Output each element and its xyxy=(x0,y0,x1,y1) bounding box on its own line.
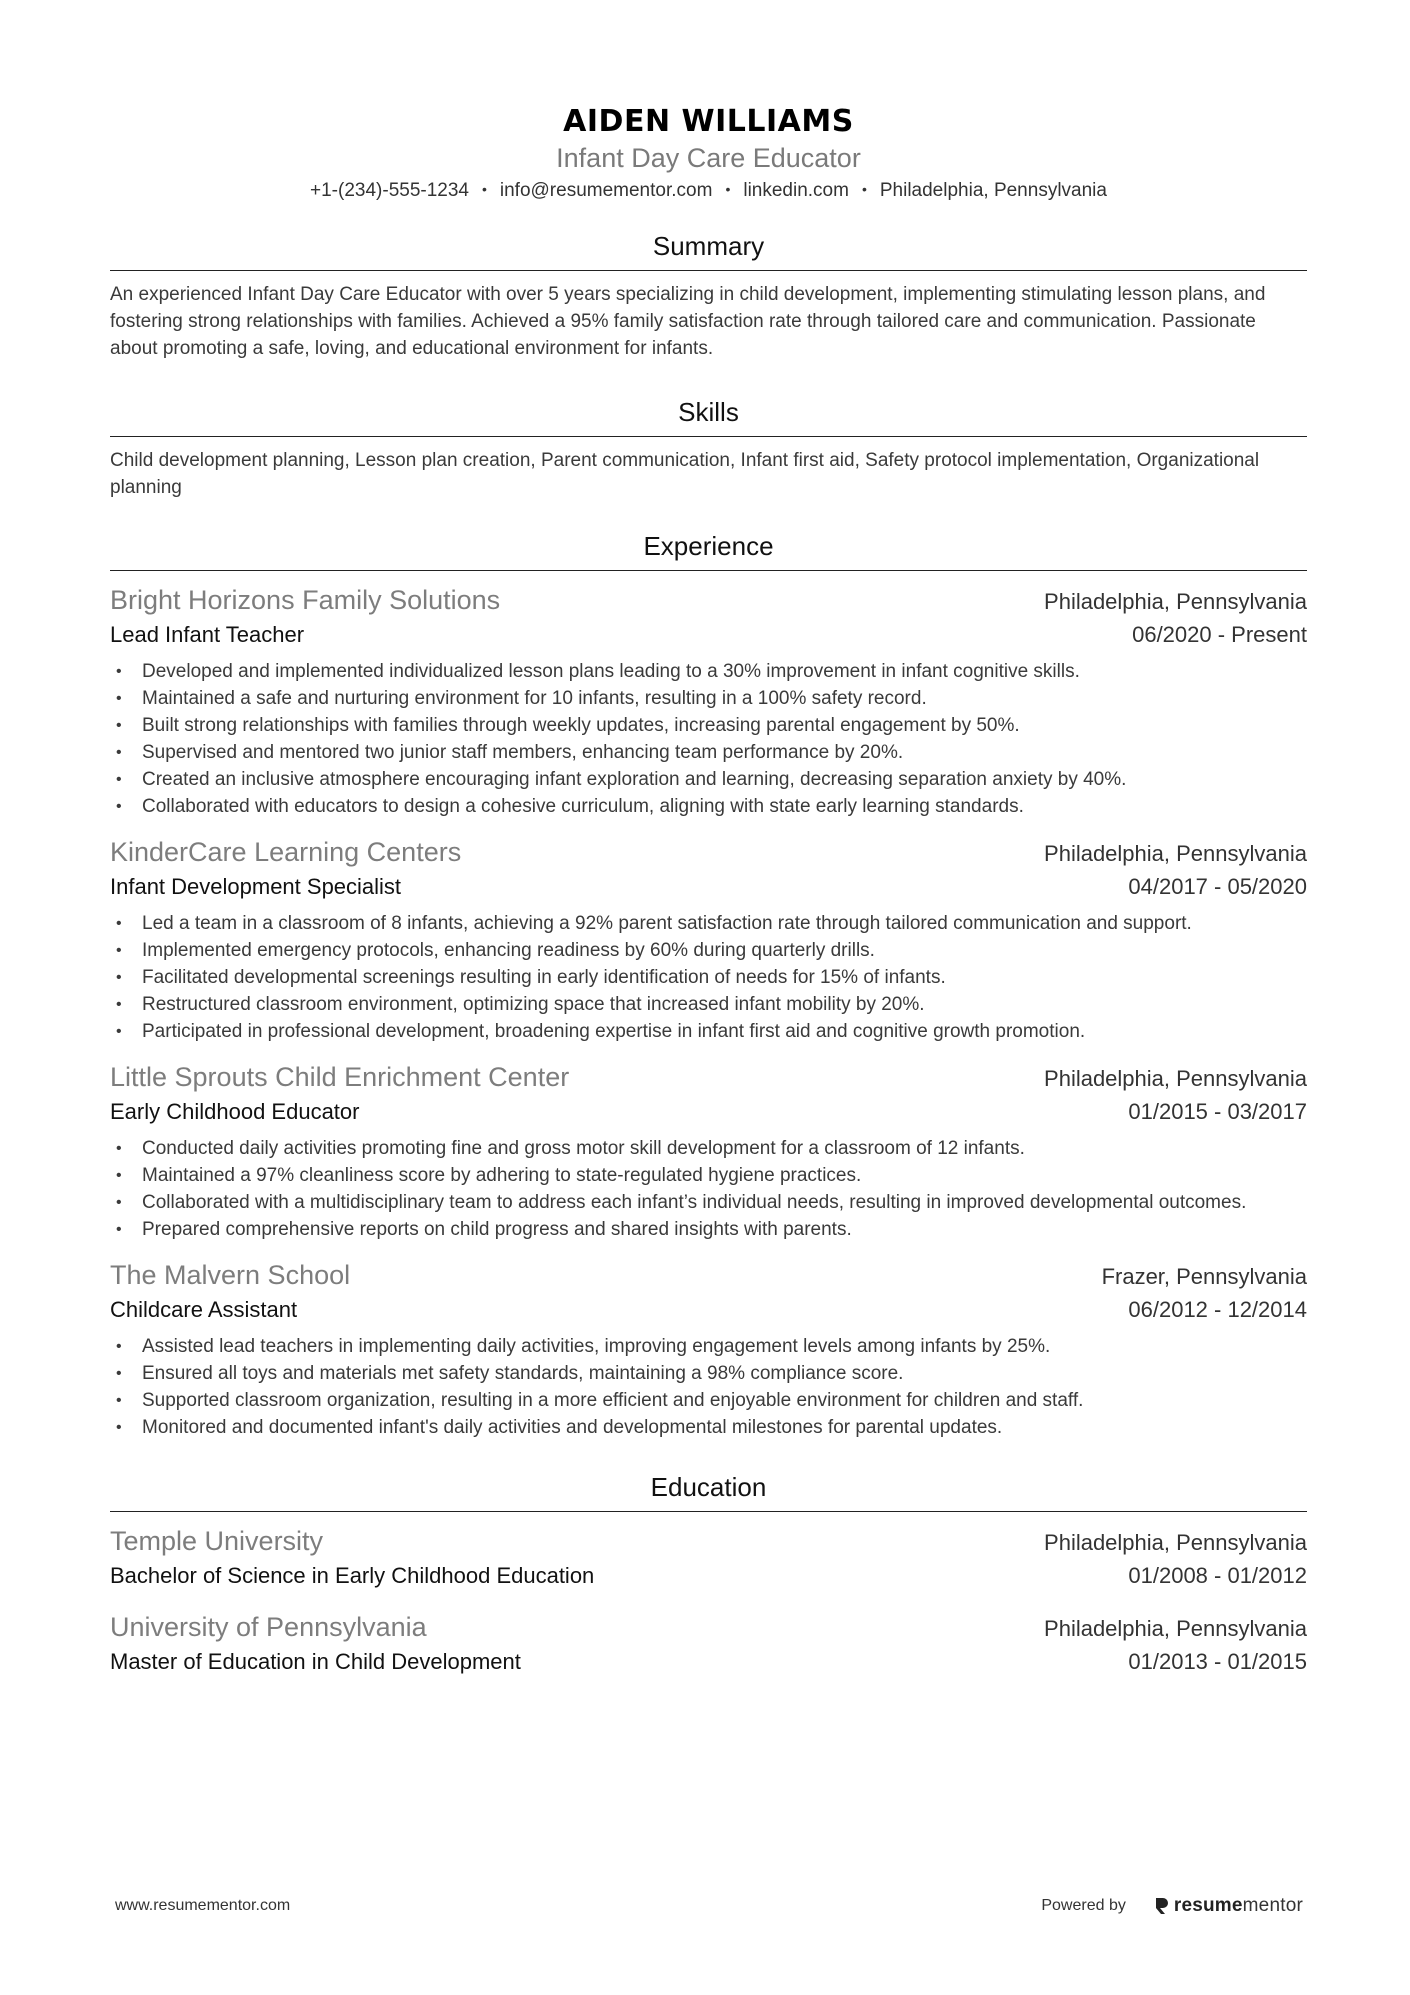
job-bullet: • Monitored and documented infant's daily activities and developmental milestones for parental updates. xyxy=(110,1414,1307,1441)
job-bullet: • Restructured classroom environment, optimizing space that increased infant mobility by 20%. xyxy=(110,991,1307,1018)
job-bullets xyxy=(110,1135,1307,1243)
resume-page xyxy=(110,0,1307,1679)
job-bullet: • Developed and implemented individualized lesson plans leading to a 30% improvement in infant cognitive skills. xyxy=(110,658,1307,685)
job-bullet: • Implemented emergency protocols, enhancing readiness by 60% during quarterly drills. xyxy=(110,937,1307,964)
job-entry xyxy=(110,1059,1307,1243)
job-role: Childcare Assistant xyxy=(110,1297,298,1322)
job-bullet: • Assisted lead teachers in implementing daily activities, improving engagement levels among infants by 25%. xyxy=(110,1333,1307,1360)
job-bullet: • Ensured all toys and materials met safety standards, maintaining a 98% compliance score. xyxy=(110,1360,1307,1387)
job-bullet: • Built strong relationships with families through weekly updates, increasing parental engagement by 50%. xyxy=(110,712,1307,739)
education-entry xyxy=(110,1609,1307,1679)
job-bullets xyxy=(110,1333,1307,1441)
contact-phone: +1-(234)-555-1234 xyxy=(310,180,469,201)
edu-degree: Master of Education in Child Development xyxy=(110,1649,521,1674)
job-company: The Malvern School xyxy=(110,1260,351,1290)
job-dates: 06/2012 - 12/2014 xyxy=(1128,1297,1307,1322)
job-bullet: • Prepared comprehensive reports on child progress and shared insights with parents. xyxy=(110,1216,1307,1243)
job-company: Bright Horizons Family Solutions xyxy=(110,585,501,615)
powered-by-label: Powered by xyxy=(1041,1897,1126,1914)
powered-by xyxy=(1041,1895,1303,1917)
edu-dates: 01/2013 - 01/2015 xyxy=(1128,1649,1307,1674)
job-location: Philadelphia, Pennsylvania xyxy=(1044,841,1307,866)
edu-location: Philadelphia, Pennsylvania xyxy=(1044,1616,1307,1641)
job-bullet: • Supervised and mentored two junior staff members, enhancing team performance by 20%. xyxy=(110,739,1307,766)
job-dates: 01/2015 - 03/2017 xyxy=(1128,1099,1307,1124)
job-entry xyxy=(110,582,1307,820)
job-bullet: • Led a team in a classroom of 8 infants, achieving a 92% parent satisfaction rate through tailored communication and support. xyxy=(110,910,1307,937)
edu-degree: Bachelor of Science in Early Childhood Education xyxy=(110,1563,595,1588)
job-bullet: • Participated in professional development, broadening expertise in infant first aid and cognitive growth promotion. xyxy=(110,1018,1307,1045)
brand-name-bold: resume xyxy=(1173,1895,1243,1916)
job-dates: 04/2017 - 05/2020 xyxy=(1128,874,1307,899)
contact-separator: • xyxy=(481,181,487,197)
job-bullet: • Conducted daily activities promoting fine and gross motor skill development for a classroom of 12 infants. xyxy=(110,1135,1307,1162)
job-bullet: • Collaborated with educators to design a cohesive curriculum, aligning with state early learning standards. xyxy=(110,793,1307,820)
contact-separator: • xyxy=(861,181,867,197)
summary-text: An experienced Infant Day Care Educator with over 5 years specializing in child development, implementing stimulating lesson plans, and fostering strong relationships with families. Achieved a 95% family satisfaction rate through tailored care and communication. Passionate about promoting a safe, loving, and educational environment for infants. xyxy=(110,284,1266,359)
section-heading-skills: Skills xyxy=(110,395,1307,437)
job-bullets xyxy=(110,910,1307,1045)
contact-location: Philadelphia, Pennsylvania xyxy=(879,180,1107,201)
edu-school: Temple University xyxy=(110,1526,324,1556)
job-role: Infant Development Specialist xyxy=(110,874,402,899)
skills-section xyxy=(110,395,1307,501)
job-entry xyxy=(110,834,1307,1045)
job-bullet: • Supported classroom organization, resulting in a more efficient and enjoyable environment for children and staff. xyxy=(110,1387,1307,1414)
brand-logo[interactable] xyxy=(1154,1895,1303,1917)
edu-school: University of Pennsylvania xyxy=(110,1612,427,1642)
footer-website-link[interactable]: www.resumementor.com xyxy=(115,1897,291,1914)
job-bullet: • Created an inclusive atmosphere encouraging infant exploration and learning, decreasing separation anxiety by 40%. xyxy=(110,766,1307,793)
job-bullets xyxy=(110,658,1307,820)
contact-email[interactable]: info@resumementor.com xyxy=(499,180,713,201)
contact-line xyxy=(110,177,1307,205)
job-bullet: • Maintained a safe and nurturing environment for 10 infants, resulting in a 100% safety record. xyxy=(110,685,1307,712)
resume-header xyxy=(110,0,1307,205)
section-heading-experience: Experience xyxy=(110,529,1307,571)
education-section xyxy=(110,1470,1307,1679)
section-heading-summary: Summary xyxy=(110,229,1307,271)
candidate-title: Infant Day Care Educator xyxy=(556,143,861,173)
resumementor-logo-icon xyxy=(1154,1896,1170,1916)
contact-separator: • xyxy=(725,181,731,197)
job-location: Philadelphia, Pennsylvania xyxy=(1044,589,1307,614)
job-role: Early Childhood Educator xyxy=(110,1099,360,1124)
section-heading-education: Education xyxy=(110,1470,1307,1512)
edu-location: Philadelphia, Pennsylvania xyxy=(1044,1530,1307,1555)
job-bullet: • Facilitated developmental screenings resulting in early identification of needs for 15% of infants. xyxy=(110,964,1307,991)
job-entry xyxy=(110,1257,1307,1441)
job-bullet: • Collaborated with a multidisciplinary team to address each infant’s individual needs, resulting in improved developmental outcomes. xyxy=(110,1189,1307,1216)
experience-section xyxy=(110,529,1307,1441)
job-dates: 06/2020 - Present xyxy=(1132,622,1307,647)
summary-section xyxy=(110,229,1307,362)
candidate-name: AIDEN WILLIAMS xyxy=(563,104,854,139)
job-role: Lead Infant Teacher xyxy=(110,622,305,647)
job-location: Frazer, Pennsylvania xyxy=(1101,1264,1307,1289)
job-company: Little Sprouts Child Enrichment Center xyxy=(110,1062,570,1092)
skills-text: Child development planning, Lesson plan creation, Parent communication, Infant first aid, Safety protocol implementation, Organizational planning xyxy=(110,450,1260,498)
contact-linkedin[interactable]: linkedin.com xyxy=(743,180,849,201)
page-footer xyxy=(115,1895,1303,1917)
job-company: KinderCare Learning Centers xyxy=(110,837,462,867)
edu-dates: 01/2008 - 01/2012 xyxy=(1128,1563,1307,1588)
education-entry xyxy=(110,1523,1307,1593)
brand-name-light: mentor xyxy=(1242,1895,1303,1916)
job-location: Philadelphia, Pennsylvania xyxy=(1044,1066,1307,1091)
job-bullet: • Maintained a 97% cleanliness score by adhering to state-regulated hygiene practices. xyxy=(110,1162,1307,1189)
